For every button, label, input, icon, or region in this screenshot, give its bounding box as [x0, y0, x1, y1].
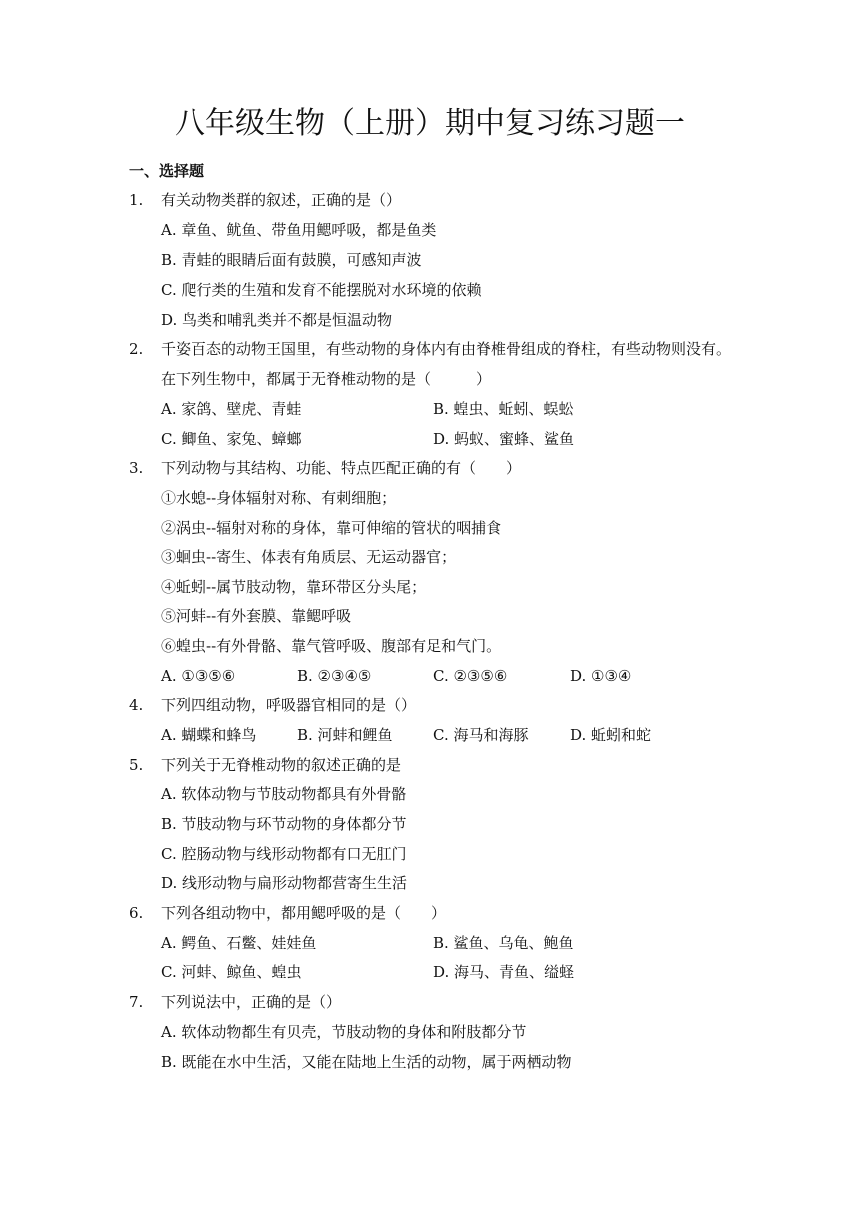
option-b: B. 鲨鱼、乌龟、鲍鱼	[433, 934, 574, 952]
option-d: D. 鸟类和哺乳类并不都是恒温动物	[161, 311, 393, 329]
option-d: D. 蚂蚁、蜜蜂、鲨鱼	[433, 430, 575, 448]
option-b: B. 河蚌和鲤鱼	[297, 726, 393, 744]
question-number: 5.	[129, 756, 144, 774]
question-stem: 千姿百态的动物王国里，有些动物的身体内有由脊椎骨组成的脊柱，有些动物则没有。	[161, 340, 732, 358]
question-stem: 有关动物类群的叙述，正确的是（）	[161, 191, 402, 209]
page-title: 八年级生物（上册）期中复习练习题一	[175, 106, 685, 141]
option-c: C. 腔肠动物与线形动物都有口无肛门	[161, 845, 407, 863]
option-d: D. 海马、青鱼、缢蛏	[433, 963, 575, 981]
question-stem-continued: 在下列生物中，都属于无脊椎动物的是（ ）	[161, 370, 492, 388]
option-c: C. ②③⑤⑥	[433, 667, 508, 685]
option-a: A. 软体动物都生有贝壳，节肢动物的身体和附肢都分节	[161, 1023, 527, 1041]
option-d: D. ①③④	[570, 667, 632, 685]
statement-item: ④蚯蚓--属节肢动物，靠环带区分头尾；	[161, 578, 427, 596]
question-number: 4.	[129, 696, 144, 714]
statement-item: ②涡虫--辐射对称的身体，靠可伸缩的管状的咽捕食	[161, 519, 502, 537]
option-a: A. 章鱼、鱿鱼、带鱼用鳃呼吸，都是鱼类	[161, 221, 437, 239]
option-a: A. 软体动物与节肢动物都具有外骨骼	[161, 785, 407, 803]
statement-item: ①水螅--身体辐射对称、有刺细胞；	[161, 489, 397, 507]
option-c: C. 爬行类的生殖和发育不能摆脱对水环境的依赖	[161, 281, 482, 299]
question-stem: 下列关于无脊椎动物的叙述正确的是	[161, 756, 402, 774]
option-b: B. 青蛙的眼睛后面有鼓膜，可感知声波	[161, 251, 422, 269]
option-d: D. 线形动物与扁形动物都营寄生生活	[161, 874, 408, 892]
question-number: 2.	[129, 340, 144, 358]
option-b: B. 节肢动物与环节动物的身体都分节	[161, 815, 407, 833]
question-stem: 下列动物与其结构、功能、特点匹配正确的有（ ）	[161, 459, 522, 477]
option-c: C. 鲫鱼、家兔、蟑螂	[161, 430, 302, 448]
option-a: A. 蝴蝶和蜂鸟	[161, 726, 257, 744]
question-number: 6.	[129, 904, 144, 922]
question-stem: 下列说法中，正确的是（）	[161, 993, 342, 1011]
statement-item: ⑥蝗虫--有外骨骼、靠气管呼吸、腹部有足和气门。	[161, 637, 502, 655]
section-heading: 一、选择题	[129, 162, 205, 180]
question-number: 3.	[129, 459, 144, 477]
question-stem: 下列各组动物中，都用鳃呼吸的是（ ）	[161, 904, 447, 922]
option-d: D. 蚯蚓和蛇	[570, 726, 652, 744]
option-a: A. 家鸽、壁虎、青蛙	[161, 400, 302, 418]
option-a: A. ①③⑤⑥	[161, 667, 236, 685]
statement-item: ③蛔虫--寄生、体表有角质层、无运动器官；	[161, 548, 457, 566]
statement-item: ⑤河蚌--有外套膜、靠鳃呼吸	[161, 607, 352, 625]
option-c: C. 海马和海豚	[433, 726, 529, 744]
option-a: A. 鳄鱼、石鳖、娃娃鱼	[161, 934, 317, 952]
option-b: B. 蝗虫、蚯蚓、蜈蚣	[433, 400, 574, 418]
question-number: 1.	[129, 191, 144, 209]
option-c: C. 河蚌、鲸鱼、蝗虫	[161, 963, 302, 981]
option-b: B. 既能在水中生活，又能在陆地上生活的动物，属于两栖动物	[161, 1053, 572, 1071]
question-stem: 下列四组动物，呼吸器官相同的是（）	[161, 696, 417, 714]
question-number: 7.	[129, 993, 144, 1011]
option-b: B. ②③④⑤	[297, 667, 372, 685]
